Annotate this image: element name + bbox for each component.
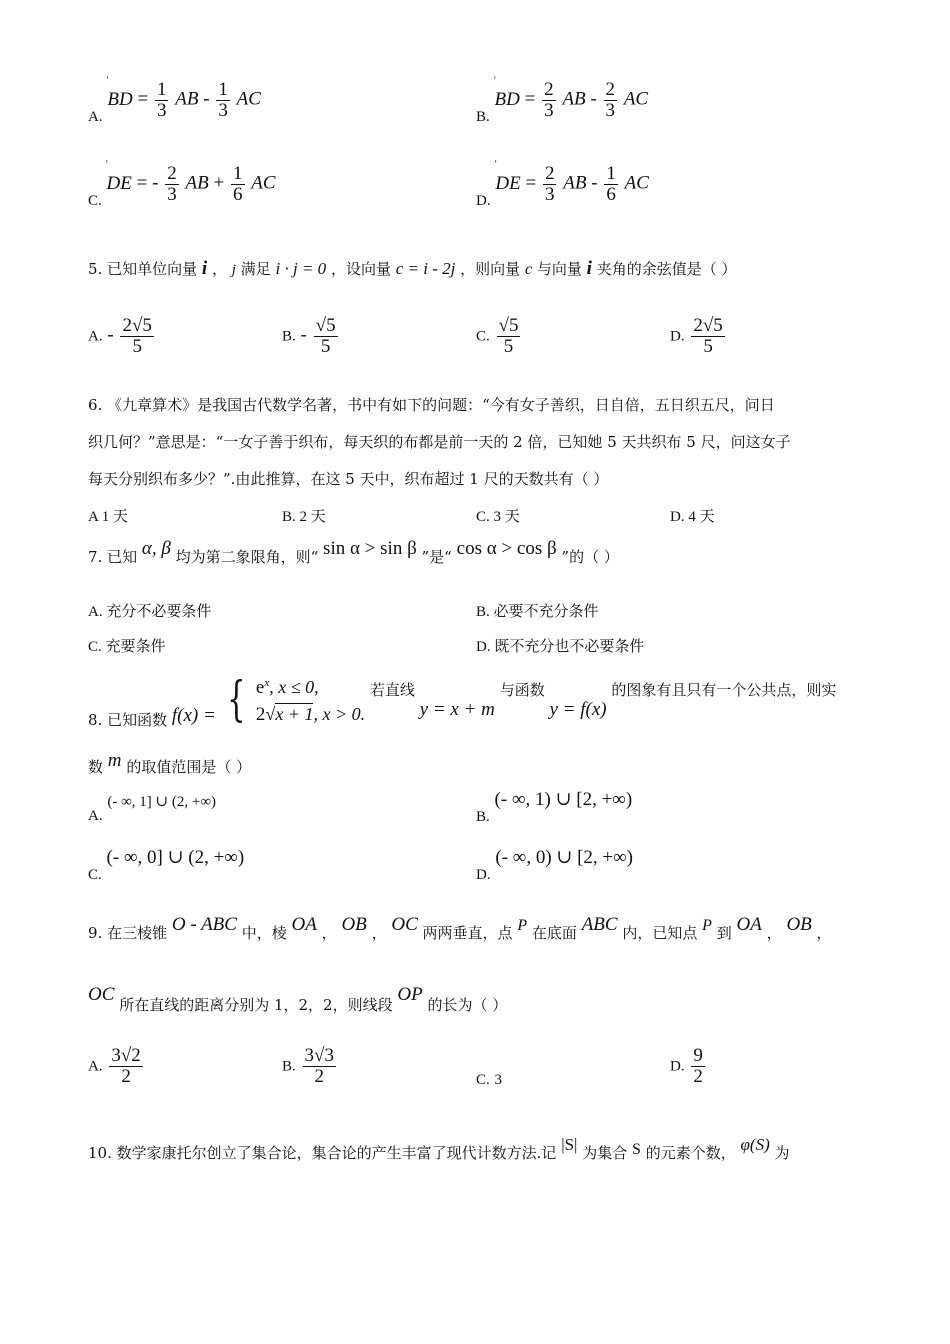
q6-option-a[interactable]: A 1 天	[88, 509, 129, 525]
q8-stem: 8. 已知函数 f(x) = { $e^x$, x ≤ 0, 2√x + 1, x > 0. 若直线 y = x + m 与函数 y = f(x) 的图象有且只有一个公共点，则实	[88, 671, 837, 729]
q6-option-b[interactable]: B. 2 天	[282, 509, 326, 525]
q8-option-d[interactable]: D. (- ∞, 0) ∪ [2, +∞)	[476, 847, 633, 883]
fraction: $\frac{2}{3}$	[605, 79, 616, 121]
q6-option-c[interactable]: C. 3 天	[476, 509, 520, 525]
q7-option-d[interactable]: D. 既不充分也不必要条件	[476, 639, 645, 655]
q4-option-d[interactable]: D. ˈ DE = $\frac{2}{3}$ AB - $\frac{1}{6}$ AC	[476, 164, 649, 205]
fraction: $\frac{1}{3}$	[218, 79, 228, 121]
q8-stem-line2: 数 m 的取值范围是（ ）	[88, 750, 252, 776]
q7-option-c[interactable]: C. 充要条件	[88, 639, 166, 655]
fraction: $\frac{1}{6}$	[606, 163, 616, 205]
q9-option-d[interactable]: D. $\frac{9}{2}$	[670, 1045, 703, 1087]
fraction: $\frac{2}{3}$	[167, 163, 177, 205]
q10-stem: 10. 数学家康托尔创立了集合论，集合论的产生丰富了现代计数方法.记 |S| 为集合 S 的元素个数， φ(S) 为	[88, 1135, 790, 1162]
fraction: $\frac{2}{3}$	[544, 79, 554, 121]
q5-option-d[interactable]: D. $\frac{2√5}{5}$	[670, 315, 723, 357]
q5-option-b[interactable]: B. - $\frac{√5}{5}$	[282, 315, 336, 357]
fraction: $\frac{1}{3}$	[156, 79, 167, 121]
q6-stem-line3: 每天分别织布多少？”.由此推算，在这 5 天中，织布超过 1 尺的天数共有（ ）	[88, 470, 609, 488]
fraction: $\frac{1}{6}$	[233, 163, 243, 205]
q7-option-b[interactable]: B. 必要不充分条件	[476, 604, 599, 620]
q9-option-c[interactable]: C. 3	[476, 1072, 503, 1088]
q7-stem: 7. 已知 α, β 均为第二象限角，则“ sin α > sin β ”是“ cos α > cos β ”的（ ）	[88, 538, 619, 566]
q8-option-b[interactable]: B. (- ∞, 1) ∪ [2, +∞)	[476, 789, 633, 825]
q9-stem-line2: OC 所在直线的距离分别为 1，2，2，则线段 OP 的长为（ ）	[88, 984, 508, 1014]
q5-option-c[interactable]: C. $\frac{√5}{5}$	[476, 315, 519, 357]
piecewise-cases: $e^x$, x ≤ 0, 2√x + 1, x > 0.	[255, 677, 366, 725]
q4-option-a[interactable]: A. ˈ BD = $\frac{1}{3}$ AB - $\frac{1}{3}$ AC	[88, 80, 261, 121]
q4-option-c[interactable]: C. ˈ DE = - $\frac{2}{3}$ AB + $\frac{1}{6}$ AC	[88, 164, 276, 205]
q8-option-a[interactable]: A. (- ∞, 1] ∪ (2, +∞)	[88, 794, 217, 824]
q9-option-b[interactable]: B. $\frac{3√3}{2}$	[282, 1045, 334, 1087]
q9-stem: 9. 在三棱锥 O - ABC 中，棱 OA ， OB ， OC 两两垂直，点 P 在底面 ABC 内，已知点 P 到 OA ， OB ，	[88, 914, 832, 942]
q6-stem-line2: 织几何？”意思是：“一女子善于织布，每天织的布都是前一天的 2 倍，已知她 5 天共织布 5 尺，问这女子	[88, 433, 791, 451]
q5-option-a[interactable]: A. - $\frac{2√5}{5}$	[88, 315, 152, 357]
fraction: $\frac{2}{3}$	[544, 163, 555, 205]
q8-option-c[interactable]: C. (- ∞, 0] ∪ (2, +∞)	[88, 847, 245, 883]
q6-stem-line1: 6. 《九章算术》是我国古代数学名著，书中有如下的问题：“今有女子善织，日自倍，五日织五尺，问日	[88, 396, 775, 414]
q4-option-b[interactable]: B. ˈ BD = $\frac{2}{3}$ AB - $\frac{2}{3}$ AC	[476, 80, 648, 121]
q7-option-a[interactable]: A. 充分不必要条件	[88, 604, 212, 620]
q5-stem: 5. 已知单位向量 i ， j 满足 i · j = 0 ，设向量 c = i - 2j ，则向量 c 与向量 i 夹角的余弦值是（ ）	[88, 258, 737, 279]
piecewise-brace: {	[226, 671, 246, 727]
q6-option-d[interactable]: D. 4 天	[670, 509, 715, 525]
q9-option-a[interactable]: A. $\frac{3√2}{2}$	[88, 1045, 141, 1087]
